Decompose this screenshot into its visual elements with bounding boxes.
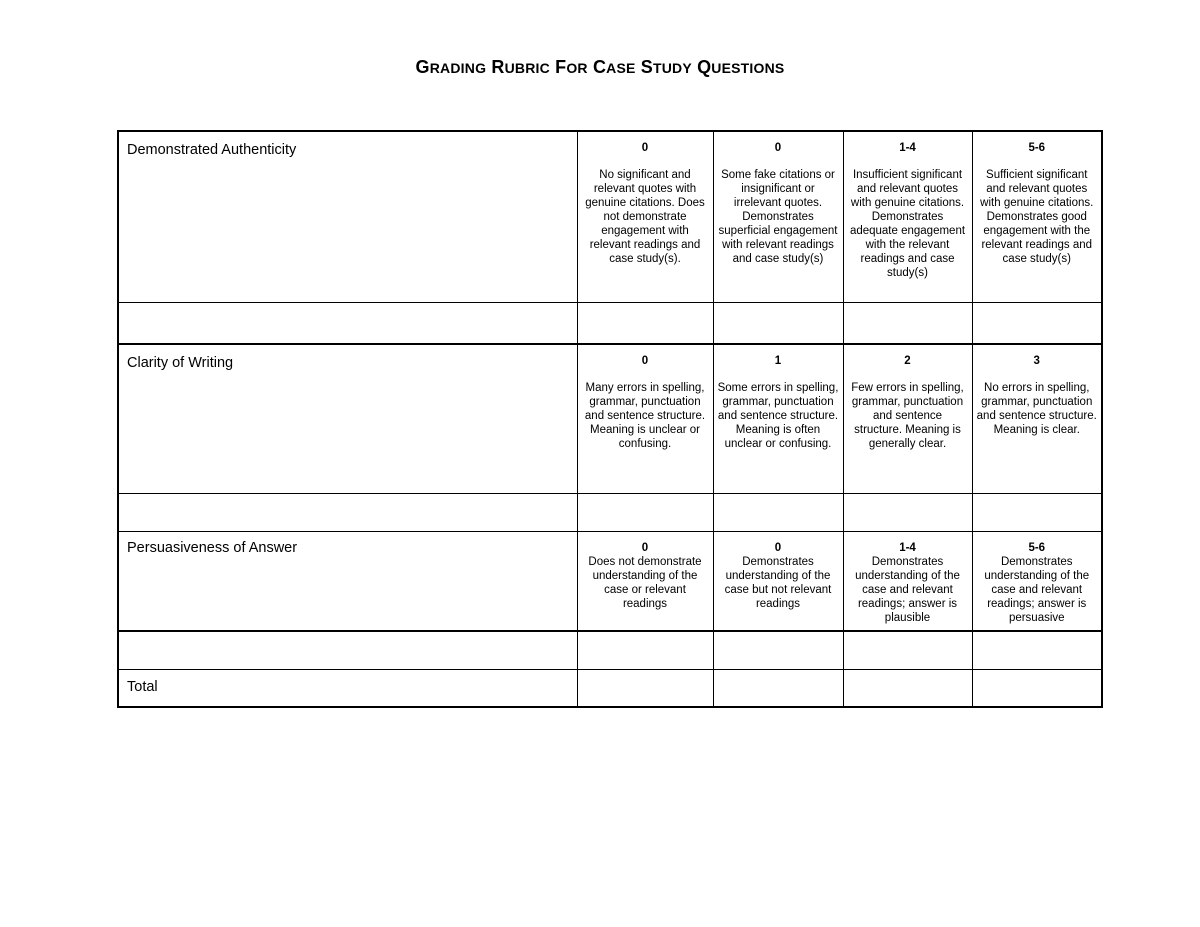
criterion-row-authenticity bbox=[118, 131, 1102, 302]
level-score: 5-6 bbox=[1028, 541, 1046, 554]
level-cell bbox=[577, 344, 713, 493]
level-description: Insufficient significant and relevant quotes with genuine citations. Demonstrates adequate engagement with the relevant readings and case study(s) bbox=[849, 169, 966, 279]
level-score: 3 bbox=[1033, 355, 1040, 367]
total-label-cell bbox=[118, 669, 577, 707]
criterion-row-persuasiveness bbox=[118, 531, 1102, 631]
level-cell bbox=[713, 131, 843, 302]
score-entry-cell[interactable] bbox=[713, 631, 843, 669]
score-entry-cell[interactable] bbox=[713, 493, 843, 531]
total-entry-cell[interactable] bbox=[972, 669, 1102, 707]
total-row bbox=[118, 669, 1102, 707]
level-description: No significant and relevant quotes with genuine citations. Does not demonstrate engagement with relevant readings and case study(s). bbox=[585, 169, 705, 265]
level-score: 0 bbox=[641, 142, 649, 154]
level-description: Demonstrates understanding of the case and relevant readings; answer is plausible bbox=[855, 555, 960, 624]
level-description: Demonstrates understanding of the case but not relevant readings bbox=[724, 555, 832, 610]
level-description: Few errors in spelling, grammar, punctuation and sentence structure. Meaning is generally clear. bbox=[851, 382, 964, 450]
score-entry-cell[interactable] bbox=[577, 302, 713, 344]
level-cell bbox=[713, 344, 843, 493]
level-score: 2 bbox=[904, 355, 911, 367]
level-score: 0 bbox=[641, 355, 649, 367]
score-entry-cell[interactable] bbox=[577, 631, 713, 669]
total-entry-cell[interactable] bbox=[713, 669, 843, 707]
title-word: STUDY bbox=[640, 57, 692, 77]
criterion-name-cell bbox=[118, 531, 577, 631]
criterion-row-clarity bbox=[118, 344, 1102, 493]
level-description: Demonstrates understanding of the case and relevant readings; answer is persuasive bbox=[984, 555, 1090, 624]
level-cell bbox=[843, 131, 972, 302]
level-cell bbox=[972, 131, 1102, 302]
criterion-name-cell bbox=[118, 344, 577, 493]
page-title bbox=[0, 57, 1200, 78]
level-description: No errors in spelling, grammar, punctuation and sentence structure. Meaning is clear. bbox=[976, 382, 1097, 436]
score-entry-row bbox=[118, 302, 1102, 344]
score-entry-cell[interactable] bbox=[843, 493, 972, 531]
title-word: FOR bbox=[555, 57, 588, 77]
criterion-name: Demonstrated Authenticity bbox=[127, 142, 297, 158]
level-score: 1-4 bbox=[899, 142, 916, 154]
level-description: Some fake citations or insignificant or irrelevant quotes. Demonstrates superficial engagement with relevant readings and case study(s) bbox=[718, 169, 838, 265]
title-word: QUESTIONS bbox=[697, 57, 785, 77]
score-entry-cell[interactable] bbox=[972, 631, 1102, 669]
score-entry-cell[interactable] bbox=[118, 631, 577, 669]
total-label: Total bbox=[127, 678, 158, 695]
level-cell bbox=[577, 531, 713, 631]
level-cell bbox=[713, 531, 843, 631]
score-entry-cell[interactable] bbox=[577, 493, 713, 531]
rubric-table bbox=[117, 130, 1103, 708]
level-score: 1-4 bbox=[899, 541, 916, 554]
level-cell bbox=[577, 131, 713, 302]
level-description: Sufficient significant and relevant quotes with genuine citations. Demonstrates good engagement with the relevant readings and case study(s) bbox=[980, 169, 1094, 265]
level-score: 0 bbox=[641, 541, 649, 554]
title-word: CASE bbox=[592, 57, 636, 77]
level-description: Many errors in spelling, grammar, punctuation and sentence structure. Meaning is unclear or confusing. bbox=[584, 382, 706, 450]
level-score: 5-6 bbox=[1028, 142, 1046, 154]
criterion-name: Persuasiveness of Answer bbox=[127, 539, 298, 556]
criterion-name-cell bbox=[118, 131, 577, 302]
score-entry-cell[interactable] bbox=[713, 302, 843, 344]
total-entry-cell[interactable] bbox=[577, 669, 713, 707]
level-score: 0 bbox=[774, 541, 782, 554]
total-entry-cell[interactable] bbox=[843, 669, 972, 707]
criterion-name: Clarity of Writing bbox=[127, 355, 234, 371]
score-entry-cell[interactable] bbox=[843, 302, 972, 344]
score-entry-cell[interactable] bbox=[843, 631, 972, 669]
title-word: GRADING bbox=[415, 57, 487, 77]
score-entry-row bbox=[118, 493, 1102, 531]
score-entry-cell[interactable] bbox=[118, 302, 577, 344]
level-description: Some errors in spelling, grammar, punctuation and sentence structure. Meaning is often unclear or confusing. bbox=[717, 382, 839, 450]
level-cell bbox=[972, 531, 1102, 631]
level-description: Does not demonstrate understanding of the case or relevant readings bbox=[588, 555, 702, 610]
level-cell bbox=[843, 344, 972, 493]
score-entry-cell[interactable] bbox=[972, 493, 1102, 531]
score-entry-cell[interactable] bbox=[118, 493, 577, 531]
level-cell bbox=[843, 531, 972, 631]
level-score: 1 bbox=[774, 355, 782, 367]
title-word: RUBRIC bbox=[491, 57, 550, 77]
score-entry-cell[interactable] bbox=[972, 302, 1102, 344]
level-score: 0 bbox=[774, 142, 782, 154]
score-entry-row bbox=[118, 631, 1102, 669]
level-cell bbox=[972, 344, 1102, 493]
